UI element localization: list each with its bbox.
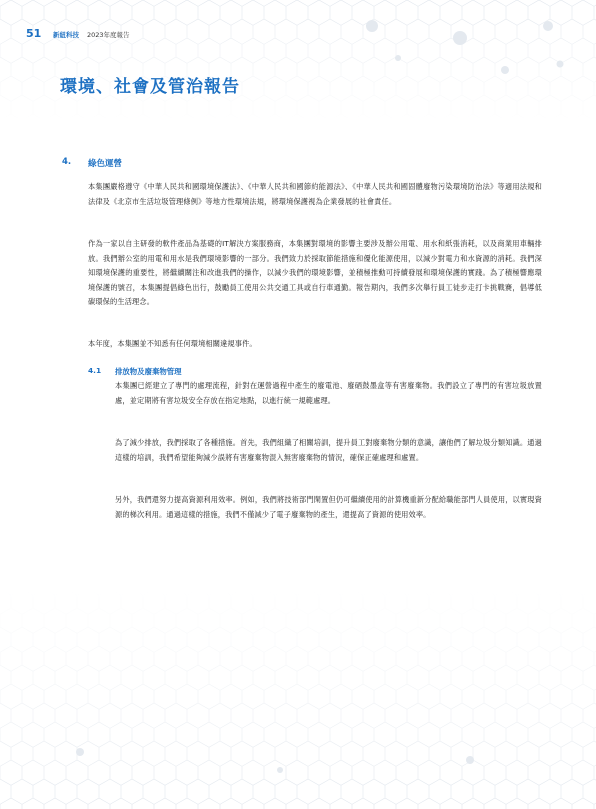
section-title: 綠色運營 xyxy=(88,159,123,169)
report-name: 2023年度報告 xyxy=(87,31,130,39)
subsection-paragraph: 另外，我們還努力提高資源利用效率。例如，我們將技術部門閑置但仍可繼續使用的計算機重新分配給職能部門人員使用，以實現資源的梯次利用。通過這樣的措施，我們不僅減少了電子廢棄物的產生，還提高了資源的使用效率。 xyxy=(115,495,542,519)
page-header xyxy=(26,27,130,41)
page-title: 環境、社會及管治報告 xyxy=(60,77,240,97)
subsection-paragraph: 為了減少排放，我們採取了各種措施。首先，我們組織了相關培訓，提升員工對廢棄物分類的意識，讓他們了解垃圾分類知識。通過這樣的培訓，我們希望能夠減少誤將有害廢棄物混入無害廢棄物的情況，確保正確處理和處置。 xyxy=(115,438,542,462)
subsection-title: 排放物及廢棄物管理 xyxy=(115,367,182,376)
company-name: 新紐科技 xyxy=(53,31,79,39)
subsection-number: 4.1 xyxy=(88,366,102,375)
section-paragraph: 作為一家以自主研發的軟件產品為基礎的IT解決方案服務商，本集團對環境的影響主要涉及辦公用電、用水和紙張消耗，以及商業用車輛排放。我們辦公室的用電和用水是我們環境影響的一部分。我們致力於採取節能措施和優化能源使用，以減少對電力和水資源的消耗。我們深知環境保護的重要性，將繼續關注和改進我們的操作，以減少我們的環境影響，並積極推動可持續發展和環境保護的實踐。為了積極響應環境保護的號召，本集團提倡綠色出行，鼓勵員工使用公共交通工具或自行車通勤。報告期內，我們多次舉行員工徒步走打卡挑戰賽，倡導低碳環保的生活理念。 xyxy=(88,239,542,307)
section-paragraph: 本集團嚴格遵守《中華人民共和國環境保護法》、《中華人民共和國節約能源法》、《中華人民共和國固體廢物污染環境防治法》等適用法規和法律及《北京市生活垃圾管理條例》等地方性環境法規，將環境保護視為企業發展的社會責任。 xyxy=(88,182,542,206)
page-number: 51 xyxy=(26,27,42,40)
section-paragraph: 本年度，本集團並不知悉有任何環境相關違規事件。 xyxy=(88,339,257,348)
subsection-paragraph: 本集團已經建立了專門的處理流程，針對在運營過程中產生的廢電池、廢硒鼓墨盒等有害廢棄物。我們設立了專門的有害垃圾放置處，並定期將有害垃圾安全存放在指定地點，以進行統一規範處理。 xyxy=(115,381,542,405)
section-number: 4. xyxy=(62,157,72,167)
